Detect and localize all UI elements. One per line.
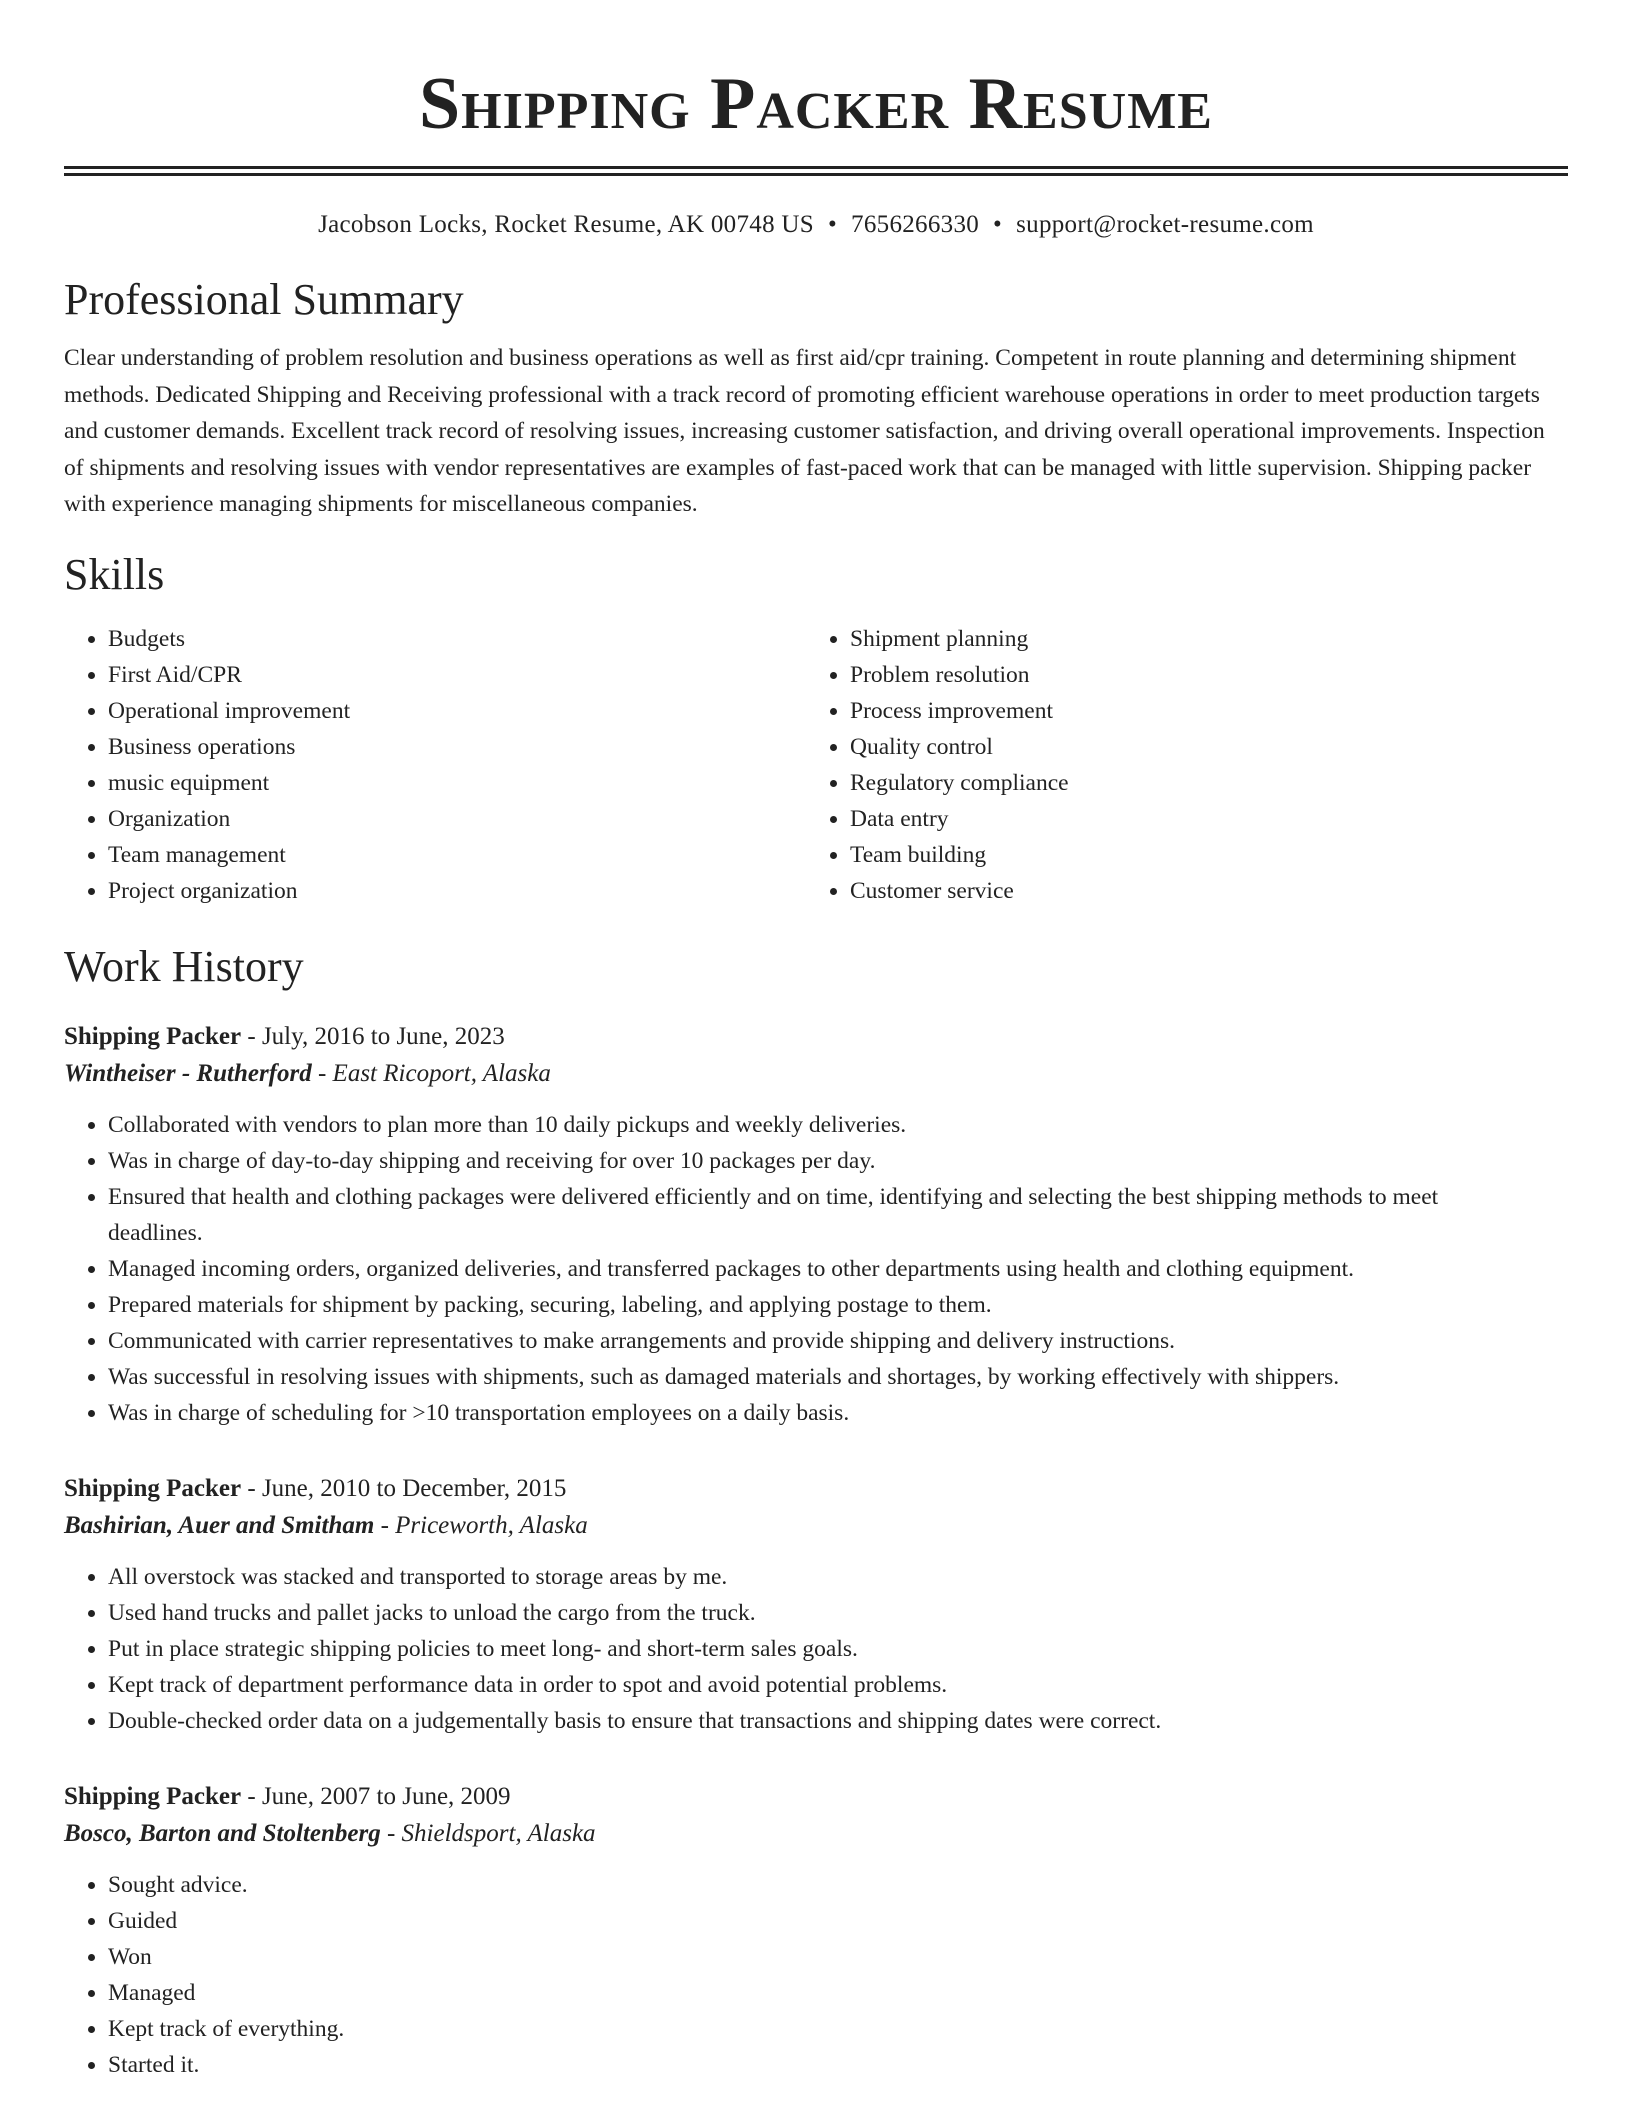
skill-item: • Business operations — [108, 729, 806, 765]
job-bullet: • Collaborated with vendors to plan more than 10 daily pickups and weekly deliveries. — [108, 1107, 1534, 1143]
job-bullet: • Ensured that health and clothing packages were delivered efficiently and on time, identifying and selecting the best shipping methods to meet deadlines. — [108, 1179, 1534, 1251]
job-bullet: • Managed — [108, 1975, 1534, 2011]
job-company: Bashirian, Auer and Smitham — [64, 1511, 375, 1539]
job-bullet: • Sought advice. — [108, 1867, 1534, 1903]
skill-item: • Quality control — [850, 729, 1548, 765]
job-company: Wintheiser - Rutherford — [64, 1059, 312, 1087]
skill-item: • music equipment — [108, 765, 806, 801]
skill-item: • Process improvement — [850, 693, 1548, 729]
contact-separator: • — [993, 211, 1003, 238]
job-bullets — [64, 1867, 1534, 2083]
skill-item: • Shipment planning — [850, 621, 1548, 657]
skill-item: • Organization — [108, 801, 806, 837]
summary-text: Clear understanding of problem resolution and business operations as well as first aid/cpr training. Competent in route planning and determining shipment methods. Dedicated Shipping and Receiving professional with a track record of promoting efficient warehouse operations in order to meet production targets and customer demands. Excellent track record of resolving issues, increasing customer satisfaction, and driving overall operational improvements. Inspection of shipments and resolving issues with vendor representatives are examples of fast-paced work that can be managed with little supervision. Shipping packer with experience managing shipments for miscellaneous companies. — [64, 345, 1545, 517]
skill-item: • Team building — [850, 837, 1548, 873]
skill-item: • Project organization — [108, 873, 806, 909]
job-bullet: • Managed incoming orders, organized deliveries, and transferred packages to other departments using health and clothing equipment. — [108, 1251, 1534, 1287]
job-dates: - July, 2016 to June, 2023 — [241, 1022, 505, 1050]
job-bullet: • Was in charge of scheduling for >10 transportation employees on a daily basis. — [108, 1395, 1534, 1431]
job-bullet: • Guided — [108, 1903, 1534, 1939]
job-company-line — [64, 1815, 1568, 1853]
job-bullet: • Kept track of department performance data in order to spot and avoid potential problems. — [108, 1667, 1534, 1703]
contact-address: Jacobson Locks, Rocket Resume, AK 00748 US — [318, 211, 814, 238]
skills-list-left — [64, 621, 806, 909]
skills-heading: Skills — [64, 549, 165, 599]
job-bullets — [64, 1559, 1534, 1739]
job-bullet: • Kept track of everything. — [108, 2011, 1534, 2047]
job-company-line — [64, 1055, 1568, 1093]
job-entry — [64, 1019, 1568, 1431]
job-role: Shipping Packer — [64, 1474, 242, 1502]
contact-line — [64, 208, 1568, 242]
job-bullet: • Won — [108, 1939, 1534, 1975]
skill-item: • First Aid/CPR — [108, 657, 806, 693]
skills-grid — [64, 621, 1568, 909]
job-location: - Priceworth, Alaska — [374, 1511, 588, 1539]
job-dates: - June, 2010 to December, 2015 — [241, 1474, 567, 1502]
job-bullet: • Prepared materials for shipment by packing, securing, labeling, and applying postage to them. — [108, 1287, 1534, 1323]
resume-title: Shipping Packer Resume — [419, 63, 1213, 145]
job-bullet: • Double-checked order data on a judgementally basis to ensure that transactions and shipping dates were correct. — [108, 1703, 1534, 1739]
job-bullet: • All overstock was stacked and transported to storage areas by me. — [108, 1559, 1534, 1595]
job-bullet: • Used hand trucks and pallet jacks to unload the cargo from the truck. — [108, 1595, 1534, 1631]
job-title-line — [64, 1471, 1568, 1507]
job-role: Shipping Packer — [64, 1782, 242, 1810]
skills-list-right — [806, 621, 1548, 909]
job-bullet: • Was successful in resolving issues with shipments, such as damaged materials and shortages, by working effectively with shippers. — [108, 1359, 1534, 1395]
contact-phone: 7656266330 — [851, 211, 980, 238]
job-bullet: • Started it. — [108, 2047, 1534, 2083]
skill-item: • Data entry — [850, 801, 1548, 837]
job-bullet: • Put in place strategic shipping policies to meet long- and short-term sales goals. — [108, 1631, 1534, 1667]
contact-separator: • — [827, 211, 838, 238]
job-location: - East Ricoport, Alaska — [311, 1059, 551, 1087]
skill-item: • Operational improvement — [108, 693, 806, 729]
summary-heading: Professional Summary — [64, 275, 464, 324]
job-bullets — [64, 1107, 1534, 1431]
work-history-heading: Work History — [64, 941, 304, 991]
job-dates: - June, 2007 to June, 2009 — [241, 1782, 511, 1810]
job-title-line — [64, 1779, 1568, 1815]
skill-item: • Budgets — [108, 621, 806, 657]
job-entry — [64, 1471, 1568, 1739]
job-location: - Shieldsport, Alaska — [380, 1819, 596, 1847]
job-bullet: • Was in charge of day-to-day shipping and receiving for over 10 packages per day. — [108, 1143, 1534, 1179]
job-title-line — [64, 1019, 1568, 1055]
skill-item: • Team management — [108, 837, 806, 873]
title-divider — [64, 166, 1568, 176]
job-role: Shipping Packer — [64, 1022, 242, 1050]
job-company: Bosco, Barton and Stoltenberg — [64, 1819, 381, 1847]
skill-item: • Problem resolution — [850, 657, 1548, 693]
skill-item: • Customer service — [850, 873, 1548, 909]
contact-email: support@rocket-resume.com — [1016, 211, 1314, 238]
job-company-line — [64, 1507, 1568, 1545]
job-bullet: • Communicated with carrier representatives to make arrangements and provide shipping and delivery instructions. — [108, 1323, 1534, 1359]
skill-item: • Regulatory compliance — [850, 765, 1548, 801]
job-entry — [64, 1779, 1568, 2083]
